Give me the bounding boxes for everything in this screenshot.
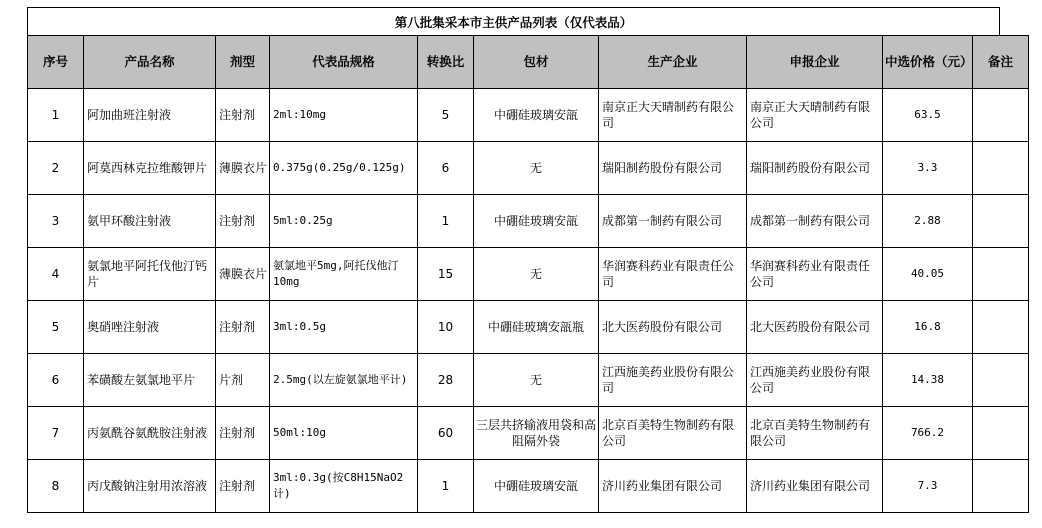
cell-spec[interactable]: 氨氯地平5mg,阿托伐他汀10mg [270,248,418,301]
table-row [28,407,1029,460]
cell-applicant[interactable]: 江西施美药业股份有限公司 [747,354,883,407]
cell-form[interactable]: 注射剂 [216,89,270,142]
cell-price[interactable]: 766.2 [883,407,973,460]
cell-name[interactable]: 氨甲环酸注射液 [84,195,216,248]
table-row [28,301,1029,354]
header-pack[interactable]: 包材 [474,36,599,89]
cell-form[interactable]: 注射剂 [216,195,270,248]
cell-price[interactable]: 63.5 [883,89,973,142]
cell-applicant[interactable]: 华润赛科药业有限责任公司 [747,248,883,301]
cell-name[interactable]: 阿莫西林克拉维酸钾片 [84,142,216,195]
header-ratio[interactable]: 转换比 [418,36,474,89]
cell-maker[interactable]: 江西施美药业股份有限公司 [599,354,747,407]
cell-maker[interactable]: 南京正大天晴制药有限公司 [599,89,747,142]
cell-spec[interactable]: 2.5mg(以左旋氨氯地平计) [270,354,418,407]
cell-name[interactable]: 奥硝唑注射液 [84,301,216,354]
cell-maker[interactable]: 瑞阳制药股份有限公司 [599,142,747,195]
cell-note[interactable] [973,248,1029,301]
cell-name[interactable]: 苯磺酸左氨氯地平片 [84,354,216,407]
header-row [28,36,1029,89]
table-row [28,89,1029,142]
cell-ratio[interactable]: 60 [418,407,474,460]
header-maker[interactable]: 生产企业 [599,36,747,89]
cell-price[interactable]: 2.88 [883,195,973,248]
header-note[interactable]: 备注 [973,36,1029,89]
cell-applicant[interactable]: 济川药业集团有限公司 [747,460,883,513]
cell-applicant[interactable]: 瑞阳制药股份有限公司 [747,142,883,195]
cell-seq[interactable]: 1 [28,89,84,142]
table-row [28,142,1029,195]
cell-ratio[interactable]: 28 [418,354,474,407]
table-row [28,354,1029,407]
cell-name[interactable]: 丙氨酰谷氨酰胺注射液 [84,407,216,460]
cell-form[interactable]: 注射剂 [216,301,270,354]
cell-name[interactable]: 氨氯地平阿托伐他汀钙片 [84,248,216,301]
cell-price[interactable]: 7.3 [883,460,973,513]
cell-form[interactable]: 薄膜衣片 [216,142,270,195]
cell-name[interactable]: 丙戊酸钠注射用浓溶液 [84,460,216,513]
table-row [28,195,1029,248]
cell-applicant[interactable]: 北大医药股份有限公司 [747,301,883,354]
cell-seq[interactable]: 4 [28,248,84,301]
cell-form[interactable]: 注射剂 [216,460,270,513]
header-spec[interactable]: 代表品规格 [270,36,418,89]
header-price[interactable]: 中选价格（元） [883,36,973,89]
cell-pack[interactable]: 中硼硅玻璃安瓿 [474,460,599,513]
cell-seq[interactable]: 6 [28,354,84,407]
cell-price[interactable]: 16.8 [883,301,973,354]
cell-pack[interactable]: 无 [474,142,599,195]
cell-pack[interactable]: 无 [474,248,599,301]
cell-maker[interactable]: 北大医药股份有限公司 [599,301,747,354]
cell-pack[interactable]: 中硼硅玻璃安瓿 [474,195,599,248]
cell-pack[interactable]: 无 [474,354,599,407]
cell-pack[interactable]: 三层共挤输液用袋和高阻隔外袋 [474,407,599,460]
cell-note[interactable] [973,195,1029,248]
cell-applicant[interactable]: 成都第一制药有限公司 [747,195,883,248]
cell-name[interactable]: 阿加曲班注射液 [84,89,216,142]
cell-spec[interactable]: 3ml:0.3g(按C8H15NaO2计) [270,460,418,513]
cell-spec[interactable]: 5ml:0.25g [270,195,418,248]
cell-price[interactable]: 3.3 [883,142,973,195]
cell-seq[interactable]: 2 [28,142,84,195]
cell-ratio[interactable]: 15 [418,248,474,301]
header-seq[interactable]: 序号 [28,36,84,89]
header-name[interactable]: 产品名称 [84,36,216,89]
table-row [28,460,1029,513]
cell-ratio[interactable]: 5 [418,89,474,142]
header-form[interactable]: 剂型 [216,36,270,89]
cell-maker[interactable]: 北京百美特生物制药有限公司 [599,407,747,460]
cell-ratio[interactable]: 1 [418,460,474,513]
cell-price[interactable]: 40.05 [883,248,973,301]
cell-note[interactable] [973,354,1029,407]
cell-spec[interactable]: 3ml:0.5g [270,301,418,354]
cell-maker[interactable]: 华润赛科药业有限责任公司 [599,248,747,301]
cell-ratio[interactable]: 6 [418,142,474,195]
cell-form[interactable]: 注射剂 [216,407,270,460]
cell-pack[interactable]: 中硼硅玻璃安瓿瓶 [474,301,599,354]
cell-spec[interactable]: 50ml:10g [270,407,418,460]
cell-note[interactable] [973,460,1029,513]
cell-note[interactable] [973,301,1029,354]
cell-seq[interactable]: 7 [28,407,84,460]
cell-ratio[interactable]: 10 [418,301,474,354]
header-applicant[interactable]: 申报企业 [747,36,883,89]
cell-seq[interactable]: 3 [28,195,84,248]
cell-spec[interactable]: 0.375g(0.25g/0.125g) [270,142,418,195]
cell-ratio[interactable]: 1 [418,195,474,248]
cell-maker[interactable]: 济川药业集团有限公司 [599,460,747,513]
table-row [28,248,1029,301]
table-title: 第八批集采本市主供产品列表（仅代表品） [27,7,1000,36]
cell-note[interactable] [973,407,1029,460]
cell-applicant[interactable]: 北京百美特生物制药有限公司 [747,407,883,460]
cell-form[interactable]: 薄膜衣片 [216,248,270,301]
product-table [27,35,1029,513]
cell-pack[interactable]: 中硼硅玻璃安瓿 [474,89,599,142]
cell-note[interactable] [973,89,1029,142]
cell-form[interactable]: 片剂 [216,354,270,407]
cell-note[interactable] [973,142,1029,195]
cell-seq[interactable]: 8 [28,460,84,513]
cell-price[interactable]: 14.38 [883,354,973,407]
cell-spec[interactable]: 2ml:10mg [270,89,418,142]
cell-seq[interactable]: 5 [28,301,84,354]
cell-maker[interactable]: 成都第一制药有限公司 [599,195,747,248]
cell-applicant[interactable]: 南京正大天晴制药有限公司 [747,89,883,142]
